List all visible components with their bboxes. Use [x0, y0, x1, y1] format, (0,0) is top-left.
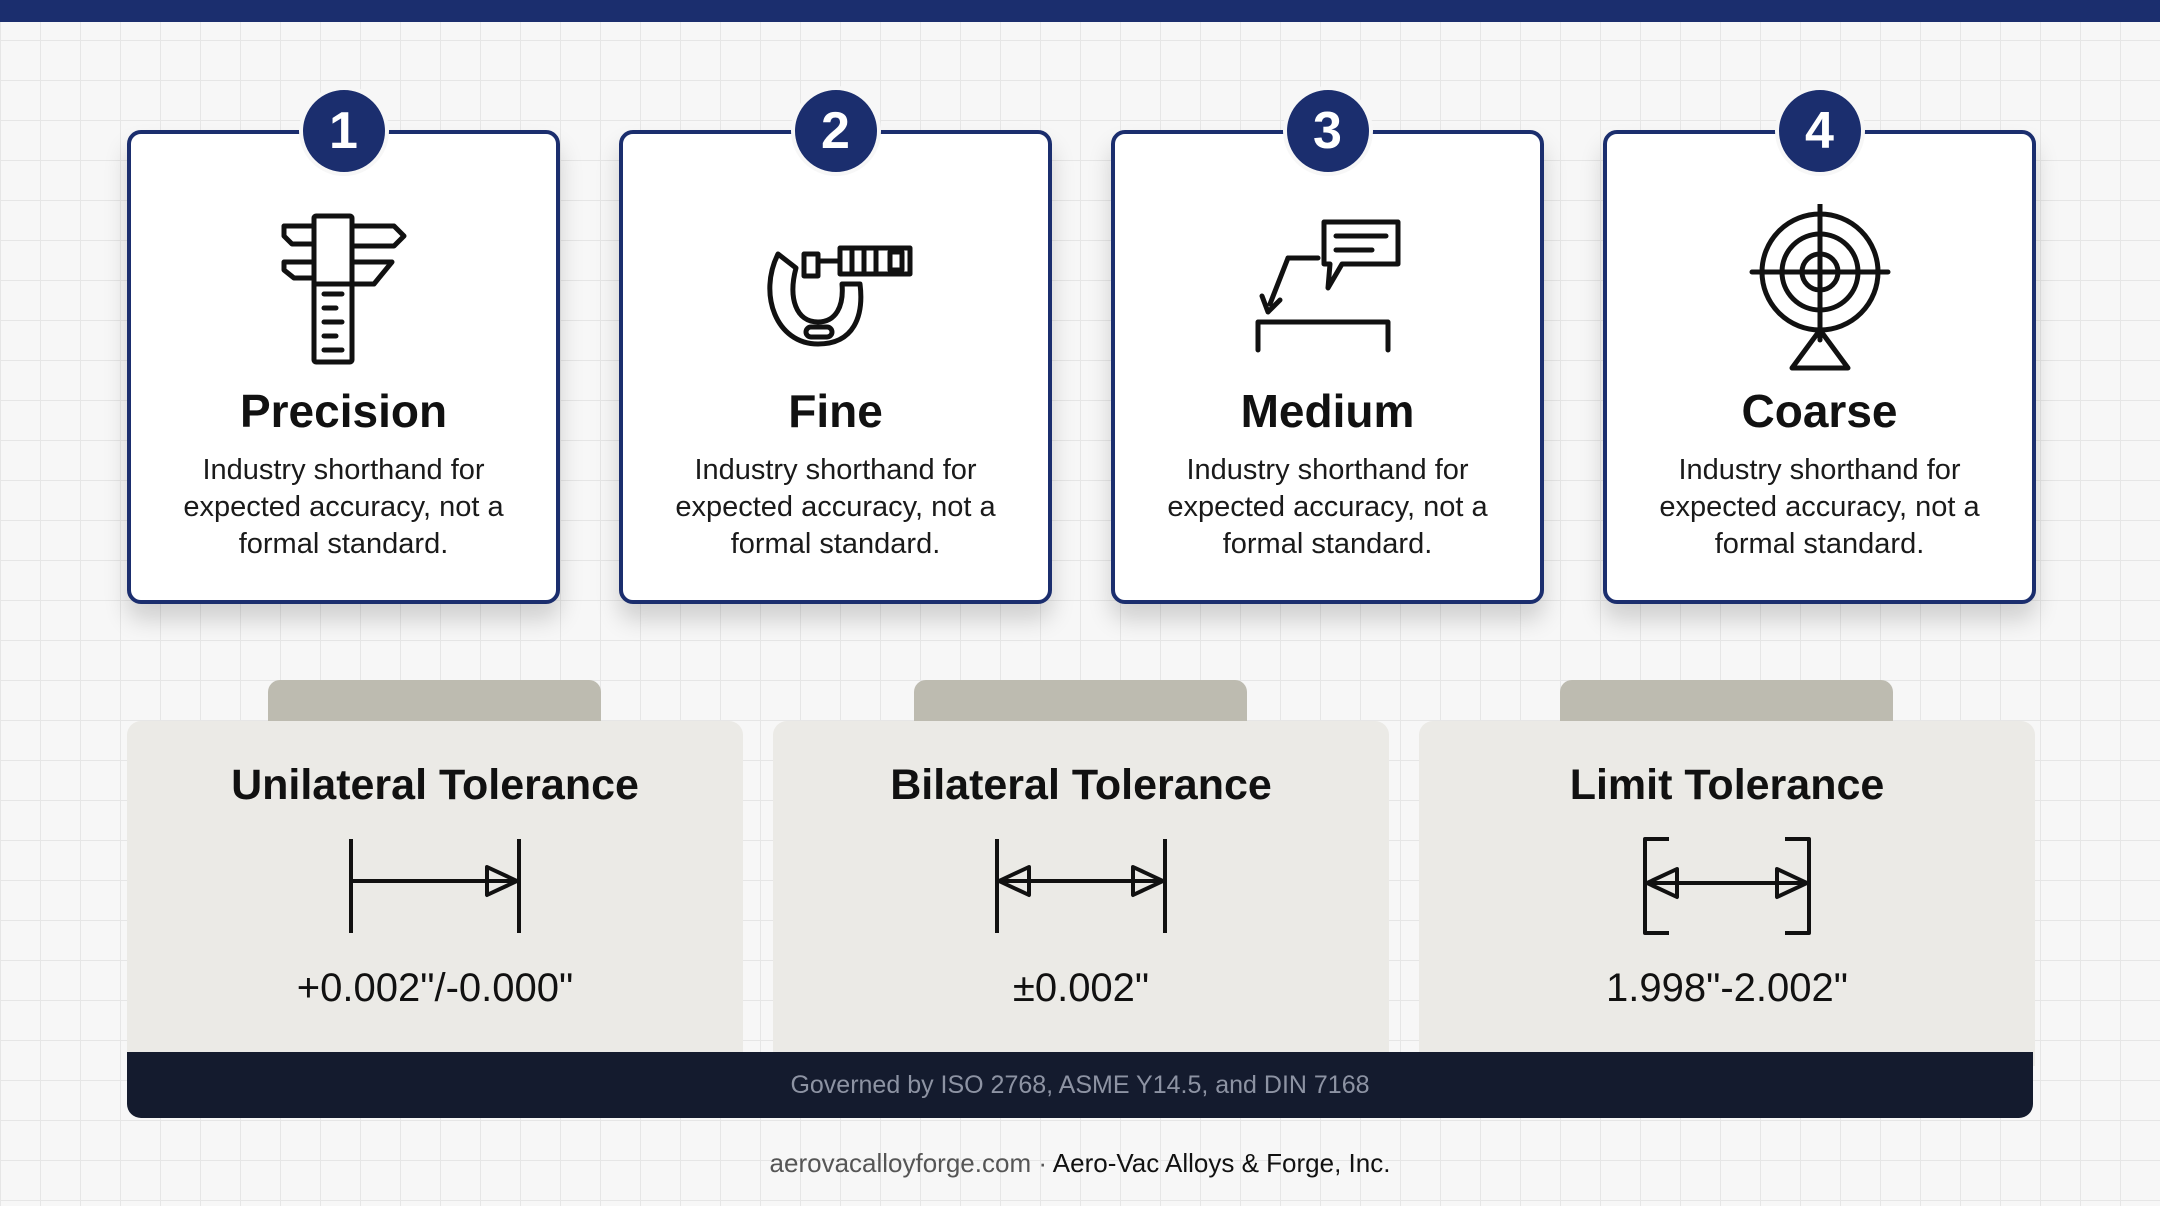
tolerance-title: Bilateral Tolerance	[890, 761, 1272, 809]
step-badge: 3	[1283, 86, 1373, 176]
grade-card-coarse	[1603, 102, 2036, 604]
tolerance-panel-unilateral	[127, 721, 743, 1066]
credit-line	[0, 1148, 2160, 1179]
tolerance-title: Unilateral Tolerance	[231, 761, 639, 809]
workpiece-callout-icon	[1248, 204, 1408, 374]
standards-footer	[127, 1052, 2033, 1118]
grade-description: Industry shorthand for expected accuracy, not a formal standard.	[183, 454, 504, 560]
grade-title: Precision	[239, 385, 448, 437]
credit-separator: ·	[1031, 1148, 1053, 1178]
company-name: Aero-Vac Alloys & Forge, Inc.	[1052, 1148, 1391, 1178]
website-link[interactable]: aerovacalloyforge.com	[769, 1148, 1032, 1178]
step-badge: 1	[299, 86, 389, 176]
tolerance-value: +0.002"/-0.000"	[296, 966, 574, 1010]
limit-dimension-icon	[1597, 831, 1857, 941]
micrometer-icon	[756, 204, 916, 374]
grade-description: Industry shorthand for expected accuracy, not a formal standard.	[1167, 454, 1488, 560]
tolerance-value: 1.998"-2.002"	[1606, 966, 1848, 1010]
grade-description: Industry shorthand for expected accuracy, not a formal standard.	[1659, 454, 1980, 560]
top-bar	[0, 0, 2160, 22]
target-icon	[1740, 204, 1900, 374]
caliper-icon	[264, 204, 424, 374]
standards-text: Governed by ISO 2768, ASME Y14.5, and DIN 7168	[790, 1070, 1370, 1099]
tolerance-value: ±0.002"	[1012, 966, 1150, 1010]
grade-title: Medium	[1240, 385, 1415, 437]
grade-card-precision	[127, 102, 560, 604]
tolerance-panel-limit	[1419, 721, 2035, 1066]
unilateral-dimension-icon	[305, 831, 565, 941]
grade-card-medium	[1111, 102, 1544, 604]
tolerance-panel-bilateral	[773, 721, 1389, 1066]
bilateral-dimension-icon	[951, 831, 1211, 941]
step-badge: 2	[791, 86, 881, 176]
tolerance-title: Limit Tolerance	[1569, 761, 1885, 809]
step-badge: 4	[1775, 86, 1865, 176]
grade-card-fine	[619, 102, 1052, 604]
grade-description: Industry shorthand for expected accuracy, not a formal standard.	[675, 454, 996, 560]
grade-title: Coarse	[1741, 385, 1898, 437]
grade-title: Fine	[788, 385, 883, 437]
